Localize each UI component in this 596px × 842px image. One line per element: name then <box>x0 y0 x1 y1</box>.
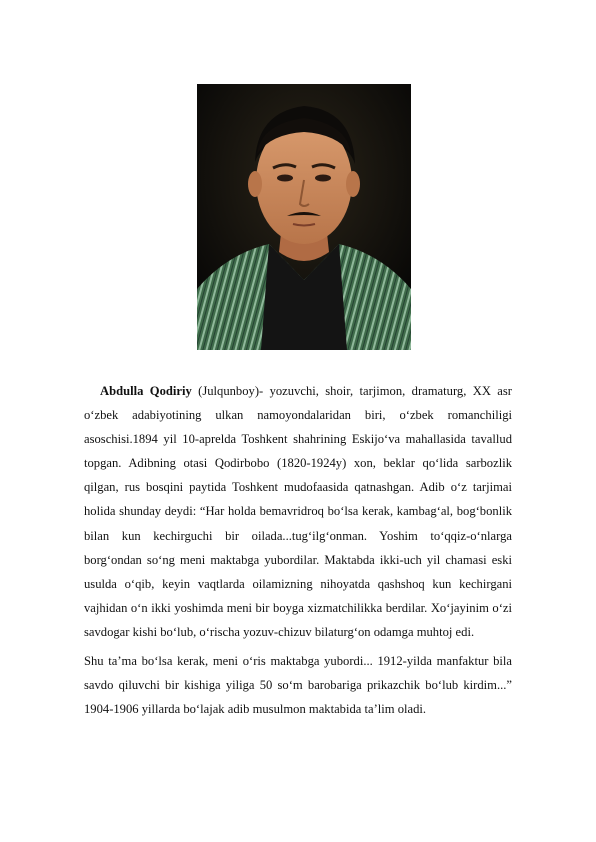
paragraph-2: Shu ta’ma bo‘lsa kerak, meni o‘ris maktabga yubordi... 1912-yilda manfaktur bila savdo qiluvchi bir kishiga yiliga 50 so‘m barobariga prikazchik bo‘lub kirdim...” 1904-1906 yillarda bo‘lajak adib musulmon maktabida ta’lim oladi. <box>84 654 512 717</box>
biography-text <box>84 379 512 721</box>
paragraph-1-body: (Julqunboy)- yozuvchi, shoir, tarjimon, dramaturg, XX asr o‘zbek adabiyotining ulkan namoyondalaridan biri, o‘zbek romanchiligi asoschisi.1894 yil 10-aprelda Toshkent shahrining Eskijo‘va mahallasida tavallud topgan. Adibning otasi Qodirbobo (1820-1924y) xon, beklar qo‘lida sarbozlik qilgan, rus bosqini paytida Toshkent mudofaasida qatnashgan. Adib o‘z tarjimai holida shunday deydi: “Har holda bemavridroq bo‘lsa kerak, kambag‘al, bog‘bonlik bilan kun kechirguchi bir oilada...tug‘ilg‘onman. Yoshim to‘qqiz-o‘nlarga borg‘ondan so‘ng meni maktabga yubordilar. Maktabda ikki-uch yil chamasi eski usulda o‘qib, keyin vaqtlarda oilamizning nihoyatda qashshoq kun kechirgani vajhidan o‘n ikki yoshimda meni bir boyga xizmatchilikka berdilar. Xo‘jayinim o‘zi savdogar kishi bo‘lub, o‘rischa yozuv-chizuv bilaturg‘on odamga muhtoj edi. <box>84 384 512 639</box>
paragraph-1 <box>84 379 512 644</box>
author-name: Abdulla Qodiriy <box>100 384 192 398</box>
portrait-image <box>197 84 411 350</box>
author-portrait <box>197 84 411 350</box>
